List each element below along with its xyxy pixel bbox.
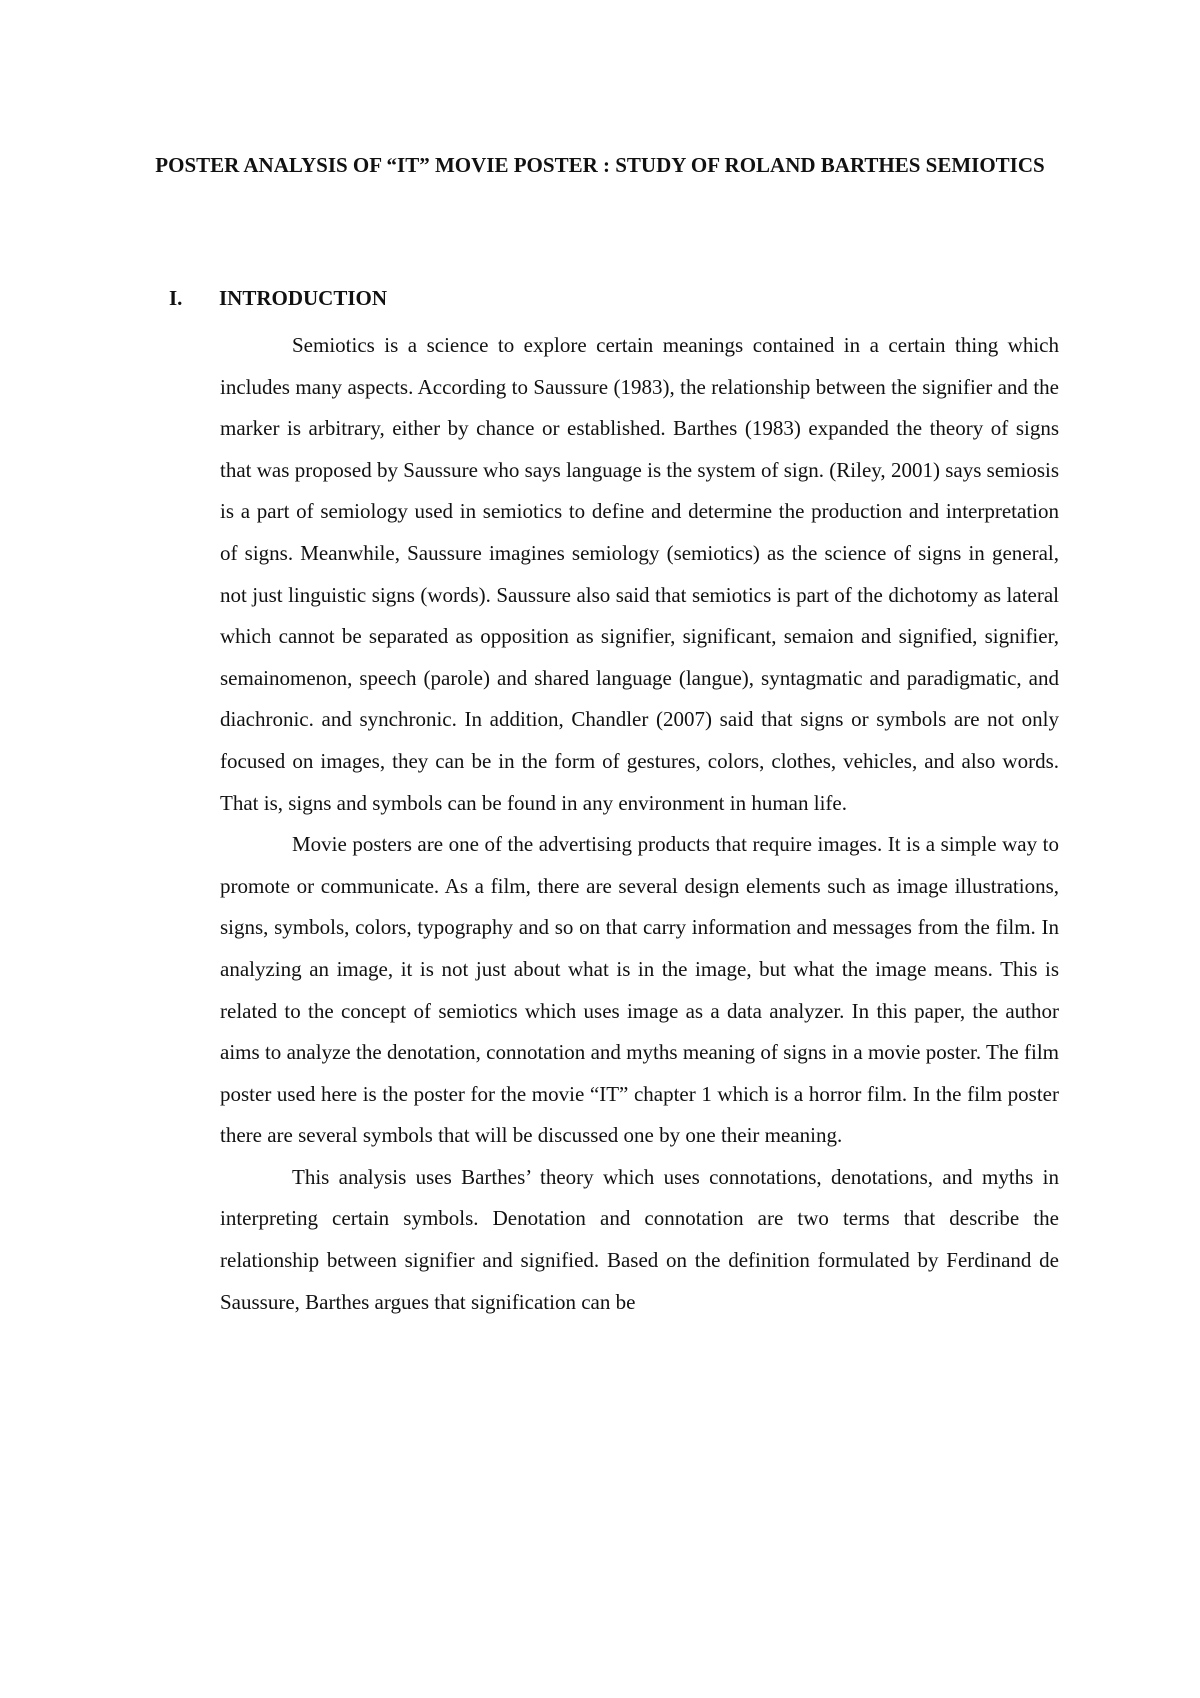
paragraph: This analysis uses Barthes’ theory which uses connotations, denotations, and myths in interpreting certain symbols. Denotation and connotation are two terms that describe the relationship between signifier and signified. Based on the definition formulated by Ferdinand de Saussure, Barthes argues that signification can be (220, 1164, 1059, 1314)
paragraph: Movie posters are one of the advertising products that require images. It is a simple way to promote or communicate. As a film, there are several design elements such as image illustrations, signs, symbols, colors, typography and so on that carry information and messages from the film. In analyzing an image, it is not just about what is in the image, but what the image means. This is related to the concept of semiotics which uses image as a data analyzer. In this paper, the author aims to analyze the denotation, connotation and myths meaning of signs in a movie poster. The film poster used here is the poster for the movie “IT” chapter 1 which is a horror film. In the film poster there are several symbols that will be discussed one by one their meaning. (220, 832, 1059, 1148)
section-number: I. (169, 286, 183, 310)
section-title: INTRODUCTION (219, 286, 388, 310)
paragraph: Semiotics is a science to explore certain meanings contained in a certain thing which includes many aspects. According to Saussure (1983), the relationship between the signifier and the marker is arbitrary, either by chance or established. Barthes (1983) expanded the theory of signs that was proposed by Saussure who says language is the system of sign. (Riley, 2001) says semiosis is a part of semiology used in semiotics to define and determine the production and interpretation of signs. Meanwhile, Saussure imagines semiology (semiotics) as the science of signs in general, not just linguistic signs (words). Saussure also said that semiotics is part of the dichotomy as lateral which cannot be separated as opposition as signifier, significant, semaion and signified, signifier, semainomenon, speech (parole) and shared language (langue), syntagmatic and paradigmatic, and diachronic. and synchronic. In addition, Chandler (2007) said that signs or symbols are not only focused on images, they can be in the form of gestures, colors, clothes, vehicles, and also words. That is, signs and symbols can be found in any environment in human life. (220, 333, 1059, 815)
body-text (220, 325, 1059, 1323)
section-heading (169, 284, 387, 312)
document-title: POSTER ANALYSIS OF “IT” MOVIE POSTER : STUDY OF ROLAND BARTHES SEMIOTICS (155, 153, 1045, 177)
